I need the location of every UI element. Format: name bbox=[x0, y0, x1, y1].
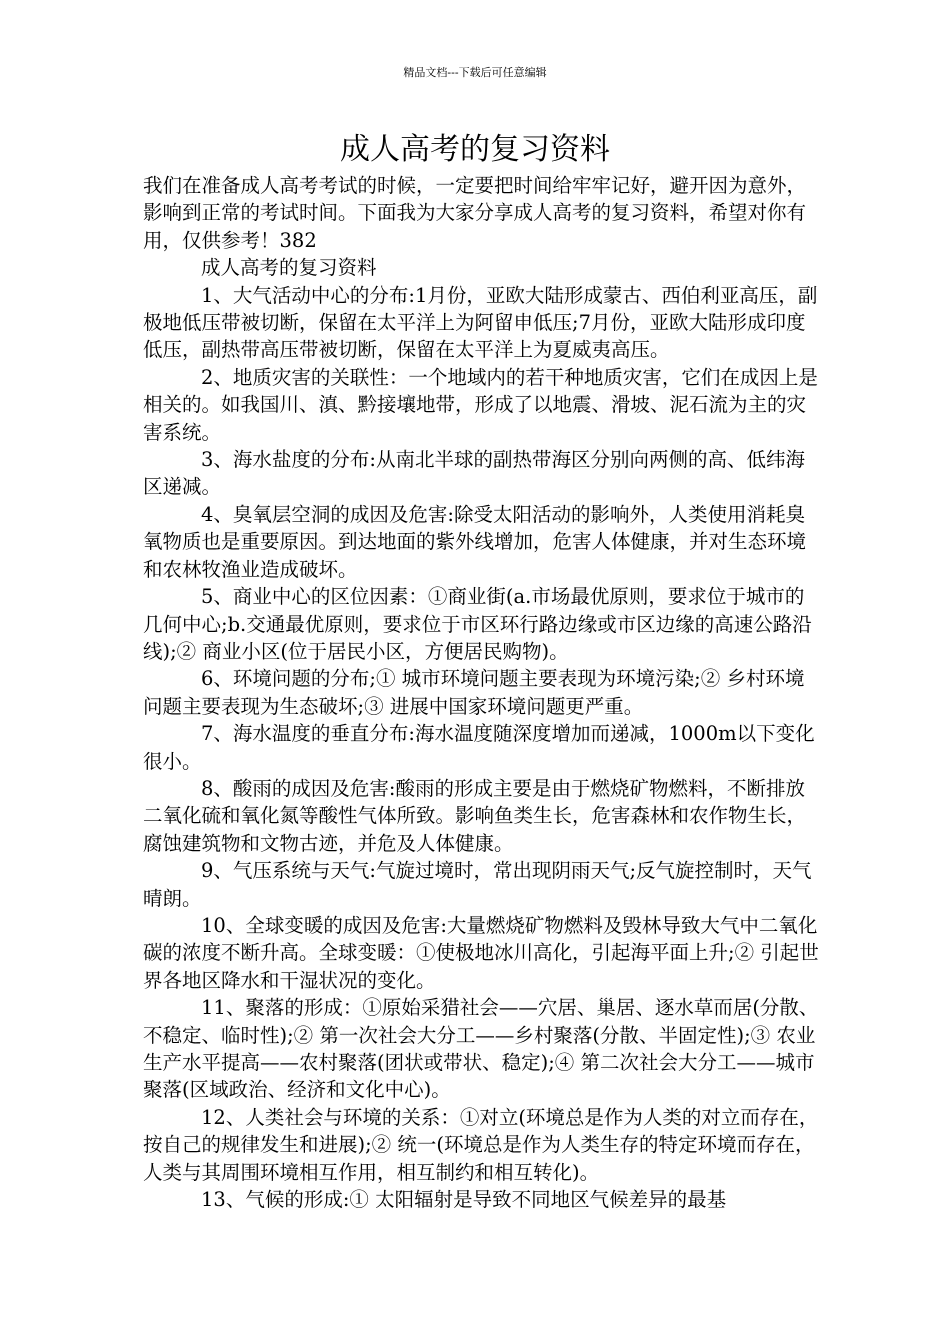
paragraph-10: 10、全球变暖的成因及危害:大量燃烧矿物燃料及毁林导致大气中二氧化碳的浓度不断升高。全球变暖：①使极地冰川高化，引起海平面上升;② 引起世界各地区降水和干湿状况的变化。 bbox=[143, 913, 819, 992]
paragraph-7: 7、海水温度的垂直分布:海水温度随深度增加而递减，1000m以下变化很小。 bbox=[143, 722, 815, 773]
intro-paragraph: 我们在准备成人高考考试的时候，一定要把时间给牢牢记好，避开因为意外，影响到正常的考试时间。下面我为大家分享成人高考的复习资料，希望对你有用，仅供参考！382 bbox=[143, 174, 807, 252]
paragraph-12: 12、人类社会与环境的关系：①对立(环境总是作为人类的对立而存在，按自己的规律发生和进展);② 统一(环境总是作为人类生存的特定环境而存在，人类与其周围环境相互作用，相互制约和相互转化)。 bbox=[143, 1105, 819, 1184]
page-title: 成人高考的复习资料 bbox=[340, 132, 610, 167]
paragraph-4: 4、臭氧层空洞的成因及危害:除受太阳活动的影响外，人类使用消耗臭氧物质也是重要原因。到达地面的紫外线增加，危害人体健康，并对生态环境和农林牧渔业造成破坏。 bbox=[143, 502, 807, 581]
paragraph-3: 3、海水盐度的分布:从南北半球的副热带海区分别向两侧的高、低纬海区递减。 bbox=[143, 448, 805, 499]
paragraph-13: 13、气候的形成:① 太阳辐射是导致不同地区气候差异的最基 bbox=[201, 1188, 727, 1212]
page-header-note: 精品文档---下载后可任意编辑 bbox=[403, 66, 547, 79]
document-body bbox=[143, 172, 823, 1213]
paragraph-8: 8、酸雨的成因及危害:酸雨的形成主要是由于燃烧矿物燃料，不断排放二氧化硫和氧化氮等酸性气体所致。影响鱼类生长，危害森林和农作物生长，腐蚀建筑物和文物古迹，并危及人体健康。 bbox=[143, 776, 807, 855]
paragraph-1: 1、大气活动中心的分布:1月份，亚欧大陆形成蒙古、西伯利亚高压，副极地低压带被切断，保留在太平洋上为阿留申低压;7月份，亚欧大陆形成印度低压，副热带高压带被切断，保留在太平洋上为夏威夷高压。 bbox=[143, 283, 818, 362]
paragraph-11: 11、聚落的形成：①原始采猎社会——穴居、巢居、逐水草而居(分散、不稳定、临时性);② 第一次社会大分工——乡村聚落(分散、半固定性);③ 农业生产水平提高——农村聚落(团状或带状、稳定);④ 第二次社会大分工——城市聚落(区域政治、经济和文化中心)。 bbox=[143, 996, 819, 1102]
paragraph-9: 9、气压系统与天气:气旋过境时，常出现阴雨天气;反气旋控制时，天气晴朗。 bbox=[143, 859, 812, 910]
paragraph-6: 6、环境问题的分布;① 城市环境问题主要表现为环境污染;② 乡村环境问题主要表现为生态破坏;③ 进展中国家环境问题更严重。 bbox=[143, 667, 805, 718]
paragraph-2: 2、地质灾害的关联性：一个地域内的若干种地质灾害，它们在成因上是相关的。如我国川、滇、黔接壤地带，形成了以地震、滑坡、泥石流为主的灾害系统。 bbox=[143, 365, 818, 444]
paragraph-5: 5、商业中心的区位因素：①商业街(a.市场最优原则，要求位于城市的几何中心;b.交通最优原则，要求位于市区环行路边缘或市区边缘的高速公路沿线);② 商业小区(位于居民小区，方便居民购物)。 bbox=[143, 585, 812, 663]
section-heading: 成人高考的复习资料 bbox=[201, 256, 377, 280]
